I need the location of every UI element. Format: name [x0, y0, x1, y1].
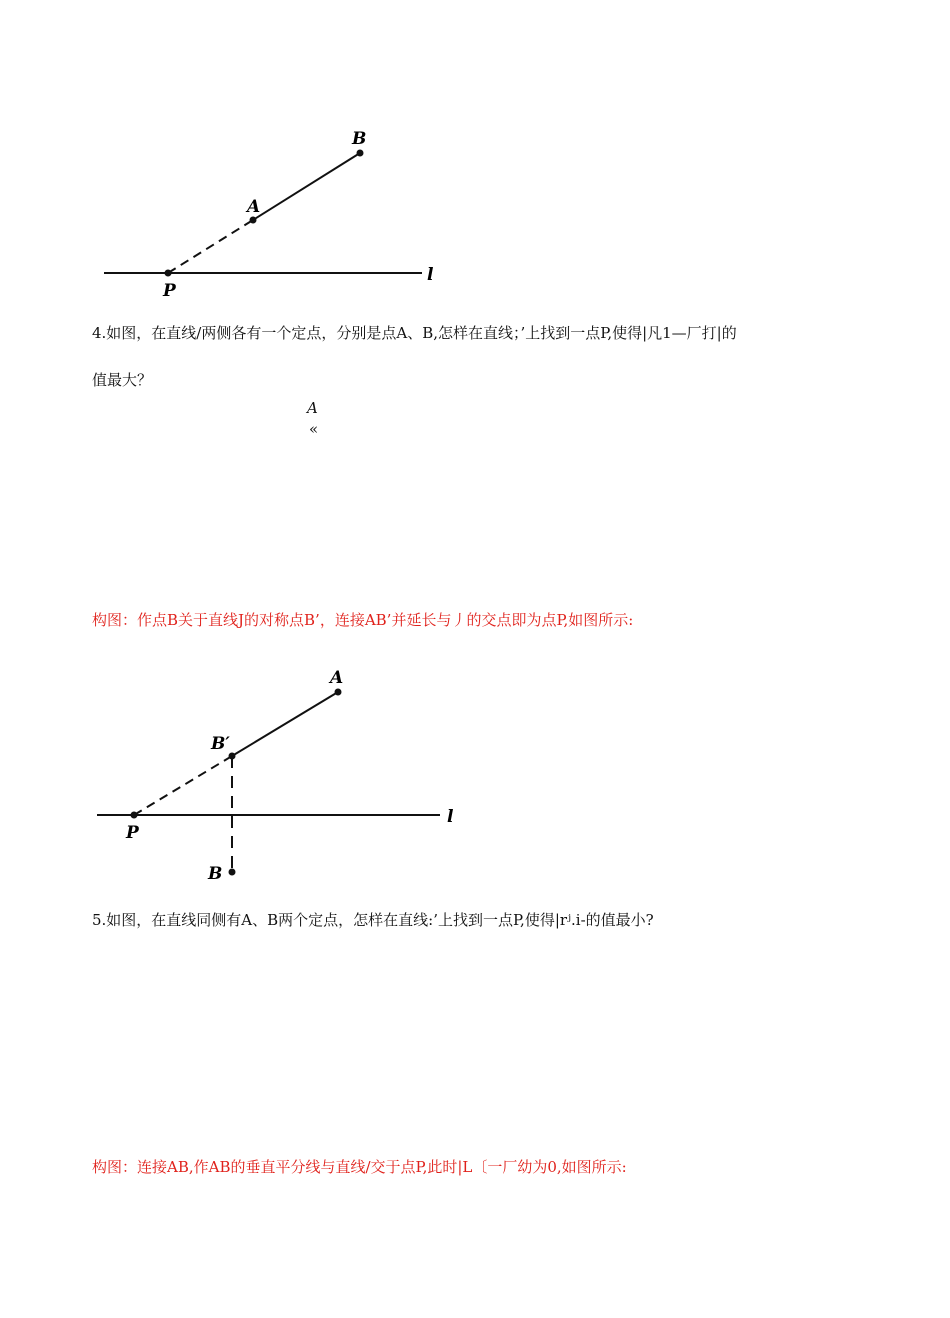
- question-4-line-1: 4.如图，在直线/两侧各有一个定点，分别是点A、B,怎样在直线；’上找到一点P,使得|凡1—厂打|的: [92, 324, 737, 342]
- question-4-point-mark: «: [309, 420, 319, 438]
- label-p-2: P: [126, 823, 139, 843]
- point-p-2: [131, 812, 138, 819]
- label-line-l: l: [427, 265, 434, 285]
- construction-4-text: 构图：作点B关于直线J的对称点B’，连接AB’并延长与丿的交点即为点P,如图所示:: [92, 611, 634, 629]
- segment-a-bprime: [232, 692, 338, 756]
- dashed-segment-p-bprime: [134, 756, 232, 815]
- label-a: A: [247, 197, 261, 217]
- construction-5-text: 构图：连接AB,作AB的垂直平分线与直线/交于点P,此时|L〔一厂幼为0,如图所示:: [92, 1158, 627, 1176]
- label-b: B: [352, 129, 367, 149]
- question-4-point-a-label: A: [307, 399, 318, 417]
- question-4-line-2: 值最大？: [92, 371, 153, 389]
- label-b-prime: B′: [211, 734, 230, 754]
- point-b-2: [229, 869, 236, 876]
- question-5-text: 5.如图，在直线同侧有A、B两个定点，怎样在直线:’上找到一点P,使得|rʲ.i-的值最小?: [92, 911, 654, 929]
- point-a-2: [335, 689, 342, 696]
- label-p: P: [163, 281, 176, 301]
- label-line-l-2: l: [447, 807, 454, 827]
- label-b-2: B: [208, 864, 223, 884]
- label-a-2: A: [330, 668, 344, 688]
